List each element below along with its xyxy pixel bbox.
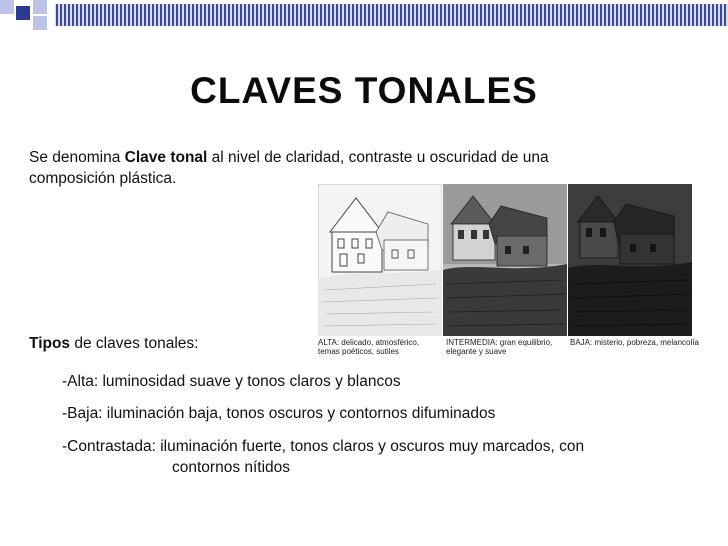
- caption-high-key: ALTA: delicado, atmosférico, temas poéticos, sutiles: [318, 338, 420, 356]
- caption-low-key: BAJA: misterio, pobreza, melancolía: [570, 338, 699, 347]
- header-decoration: [0, 0, 728, 30]
- type-item-contrastada: -Contrastada: iluminación fuerte, tonos claros y oscuros muy marcados, con contornos nítidos: [62, 438, 585, 476]
- types-heading: [29, 335, 198, 353]
- intro-paragraph: [29, 147, 669, 189]
- type-item-alta: -Alta: luminosidad suave y tonos claros y blancos: [62, 373, 401, 390]
- illustration-intermediate-key: [443, 184, 567, 336]
- decor-square: [33, 0, 47, 14]
- illustration-high-key: [318, 184, 442, 336]
- slide-title: CLAVES TONALES: [190, 70, 538, 111]
- decor-square: [0, 0, 14, 14]
- decor-square: [33, 16, 47, 30]
- caption-intermediate-key: INTERMEDIA: gran equilibrio, elegante y suave: [446, 338, 553, 356]
- intro-prefix: Se denomina: [29, 149, 125, 166]
- types-heading-bold: Tipos: [29, 335, 71, 352]
- intro-line2: composición plástica.: [29, 170, 177, 187]
- types-heading-rest: de claves tonales:: [70, 335, 199, 352]
- decor-square: [16, 6, 30, 20]
- intro-bold-term: Clave tonal: [124, 149, 208, 166]
- intro-suffix: al nivel de claridad, contraste u oscuridad de una: [207, 149, 549, 166]
- illustration-low-key: [568, 184, 692, 336]
- type-item-baja: -Baja: iluminación baja, tonos oscuros y contornos difuminados: [62, 405, 496, 422]
